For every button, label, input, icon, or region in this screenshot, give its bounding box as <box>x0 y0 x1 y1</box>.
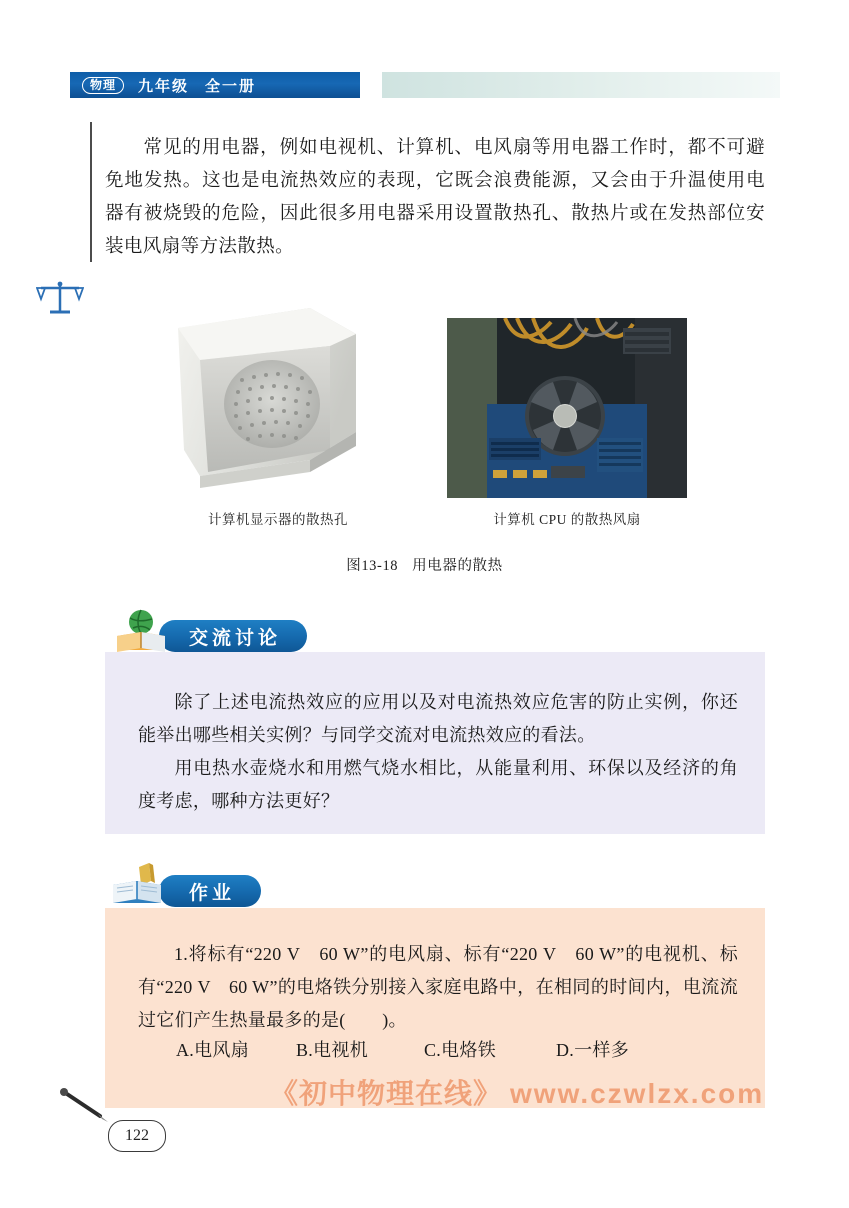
homework-option-b: B.电视机 <box>296 1040 369 1060</box>
balance-scales-icon <box>36 278 84 318</box>
homework-question-1-text: 1.将标有“220 V 60 W”的电风扇、标有“220 V 60 W”的电视机、标有“220 V 60 W”的电烙铁分别接入家庭电路中，在相同的时间内，电流流过它们产生热量最多的是( )。 <box>138 944 738 1030</box>
figure-title: 用电器的散热 <box>412 558 503 574</box>
book-pencil-icon <box>109 861 179 909</box>
page-header <box>70 72 780 98</box>
homework-option-d: D.一样多 <box>556 1040 629 1060</box>
header-decorative-bar <box>382 72 780 98</box>
homework-option-a: A.电风扇 <box>176 1040 249 1060</box>
header-tab <box>70 72 360 98</box>
homework-option-c: C.电烙铁 <box>424 1040 497 1060</box>
body-paragraph-text: 常见的用电器，例如电视机、计算机、电风扇等用电器工作时，都不可避免地发热。这也是电流热效应的表现，它既会浪费能源，又会由于升温使用电器有被烧毁的危险，因此很多用电器采用设置散热孔、散热片或在发热部位安装电风扇等方法散热。 <box>105 138 765 257</box>
header-volume-label: 全一册 <box>205 78 257 95</box>
homework-question-1 <box>138 938 738 1037</box>
figure-title-line <box>0 554 849 575</box>
discussion-paragraph-2 <box>138 752 738 818</box>
homework-banner <box>105 875 385 907</box>
pen-icon <box>60 1086 112 1126</box>
cpu-caption: 计算机 CPU 的散热风扇 <box>493 512 641 527</box>
homework-options <box>176 1036 746 1062</box>
body-paragraph <box>105 132 765 264</box>
discussion-paragraph-1-text: 除了上述电流热效应的应用以及对电流热效应危害的防止实例，你还能举出哪些相关实例？与同学交流对电流热效应的看法。 <box>138 692 738 745</box>
discussion-paragraph-1 <box>138 686 738 752</box>
watermark <box>270 1072 830 1112</box>
margin-rule <box>90 122 92 262</box>
page-number: 122 <box>108 1120 166 1152</box>
monitor-caption: 计算机显示器的散热孔 <box>208 512 348 527</box>
watermark-title: 《初中物理在线》 <box>270 1079 503 1110</box>
globe-book-icon <box>111 608 181 654</box>
discussion-banner-label-pill <box>159 620 307 652</box>
discussion-banner <box>105 620 405 652</box>
watermark-site: www.czwlzx.com <box>510 1078 765 1109</box>
figure-number: 图13-18 <box>346 558 399 574</box>
cpu-fan-photo <box>447 318 687 498</box>
subject-badge: 物理 <box>82 77 124 94</box>
homework-banner-label: 作业 <box>189 882 236 904</box>
monitor-vents-photo <box>160 300 375 495</box>
header-grade-label: 九年级 <box>138 78 190 95</box>
discussion-paragraph-2-text: 用电热水壶烧水和用燃气烧水相比，从能量利用、环保以及经济的角度考虑，哪种方法更好？ <box>138 758 738 811</box>
discussion-banner-label: 交流讨论 <box>189 627 282 649</box>
